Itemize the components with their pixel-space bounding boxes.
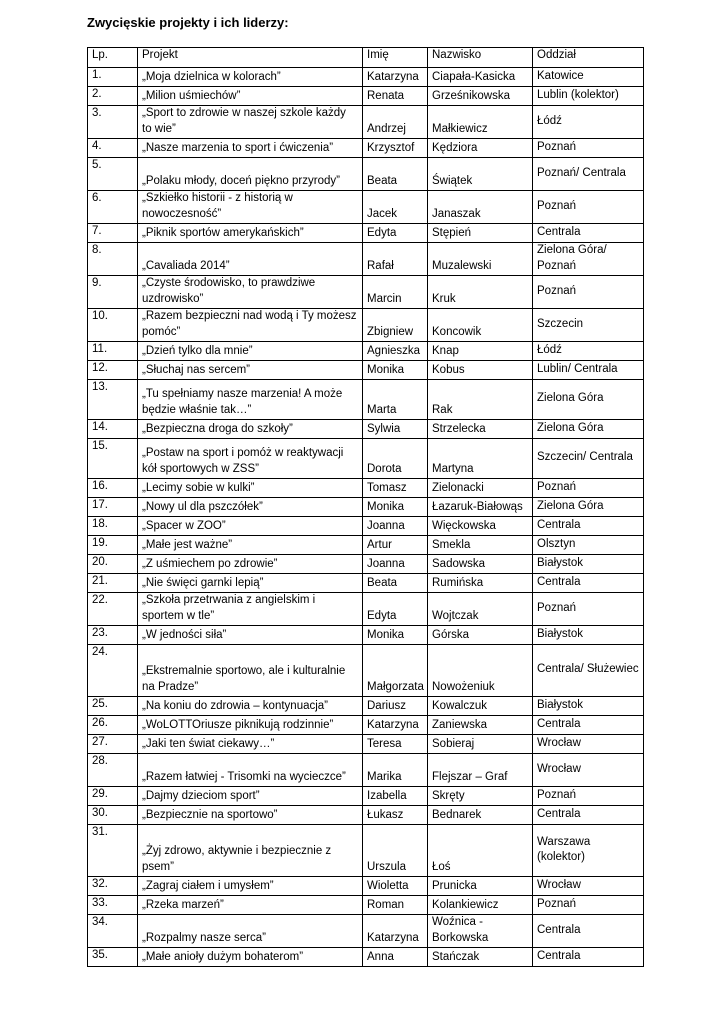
table-row <box>88 825 644 877</box>
cell-lp: 30. <box>88 806 138 825</box>
cell-lp: 24. <box>88 645 138 697</box>
cell-first-name: Tomasz <box>363 479 428 498</box>
cell-branch: Szczecin <box>533 309 644 342</box>
cell-project: „Moja dzielnica w kolorach” <box>138 68 363 87</box>
cell-last-name: Stańczak <box>428 948 533 967</box>
table-row <box>88 877 644 896</box>
cell-branch: Poznań <box>533 787 644 806</box>
cell-lp: 26. <box>88 716 138 735</box>
cell-first-name: Andrzej <box>363 106 428 139</box>
cell-project: „Bezpiecznie na sportowo” <box>138 806 363 825</box>
cell-lp: 32. <box>88 877 138 896</box>
cell-project: „Słuchaj nas sercem” <box>138 361 363 380</box>
cell-lp: 15. <box>88 439 138 479</box>
cell-project: „Lecimy sobie w kulki” <box>138 479 363 498</box>
cell-last-name: Woźnica - Borkowska <box>428 915 533 948</box>
cell-first-name: Dariusz <box>363 697 428 716</box>
cell-branch: Zielona Góra <box>533 420 644 439</box>
cell-branch: Białystok <box>533 697 644 716</box>
cell-project: „Jaki ten świat ciekawy…” <box>138 735 363 754</box>
cell-project: „Żyj zdrowo, aktywnie i bezpiecznie z psem” <box>138 825 363 877</box>
cell-project: „Małe anioły dużym bohaterom” <box>138 948 363 967</box>
cell-lp: 13. <box>88 380 138 420</box>
cell-branch: Szczecin/ Centrala <box>533 439 644 479</box>
cell-branch: Poznań <box>533 896 644 915</box>
cell-project: „WoLOTTOriusze piknikują rodzinnie” <box>138 716 363 735</box>
header-branch: Oddział <box>533 48 644 68</box>
table-row <box>88 787 644 806</box>
header-first-name: Imię <box>363 48 428 68</box>
cell-first-name: Marcin <box>363 276 428 309</box>
cell-first-name: Katarzyna <box>363 68 428 87</box>
cell-first-name: Marika <box>363 754 428 787</box>
cell-first-name: Beata <box>363 574 428 593</box>
cell-project: „Nasze marzenia to sport i ćwiczenia” <box>138 139 363 158</box>
cell-project: „Polaku młody, doceń piękno przyrody” <box>138 158 363 191</box>
cell-first-name: Krzysztof <box>363 139 428 158</box>
cell-branch: Łódź <box>533 106 644 139</box>
cell-branch: Centrala <box>533 224 644 243</box>
cell-last-name: Sadowska <box>428 555 533 574</box>
cell-lp: 27. <box>88 735 138 754</box>
cell-last-name: Prunicka <box>428 877 533 896</box>
cell-branch: Zielona Góra <box>533 380 644 420</box>
cell-lp: 9. <box>88 276 138 309</box>
cell-project: „Razem łatwiej - Trisomki na wycieczce” <box>138 754 363 787</box>
cell-last-name: Świątek <box>428 158 533 191</box>
cell-lp: 20. <box>88 555 138 574</box>
cell-project: „Milion uśmiechów” <box>138 87 363 106</box>
cell-first-name: Teresa <box>363 735 428 754</box>
table-row <box>88 716 644 735</box>
cell-first-name: Monika <box>363 361 428 380</box>
cell-last-name: Sobieraj <box>428 735 533 754</box>
cell-last-name: Kolankiewicz <box>428 896 533 915</box>
table-row <box>88 243 644 276</box>
cell-branch: Białystok <box>533 626 644 645</box>
cell-branch: Poznań <box>533 276 644 309</box>
cell-project: „Tu spełniamy nasze marzenia! A może będzie właśnie tak…” <box>138 380 363 420</box>
table-body <box>88 48 644 967</box>
cell-branch: Warszawa (kolektor) <box>533 825 644 877</box>
cell-last-name: Rak <box>428 380 533 420</box>
cell-project: „Bezpieczna droga do szkoły” <box>138 420 363 439</box>
cell-lp: 1. <box>88 68 138 87</box>
cell-project: „Szkiełko historii - z historią w nowoczesność” <box>138 191 363 224</box>
cell-first-name: Urszula <box>363 825 428 877</box>
cell-lp: 8. <box>88 243 138 276</box>
cell-last-name: Nowożeniuk <box>428 645 533 697</box>
table-row <box>88 479 644 498</box>
cell-first-name: Renata <box>363 87 428 106</box>
cell-first-name: Joanna <box>363 555 428 574</box>
cell-lp: 23. <box>88 626 138 645</box>
cell-last-name: Łazaruk-Białowąs <box>428 498 533 517</box>
cell-lp: 7. <box>88 224 138 243</box>
table-header-row <box>88 48 644 68</box>
cell-last-name: Kowalczuk <box>428 697 533 716</box>
cell-branch: Olsztyn <box>533 536 644 555</box>
cell-lp: 35. <box>88 948 138 967</box>
table-row <box>88 896 644 915</box>
table-row <box>88 555 644 574</box>
cell-project: „Zagraj ciałem i umysłem” <box>138 877 363 896</box>
table-row <box>88 735 644 754</box>
cell-branch: Centrala/ Służewiec <box>533 645 644 697</box>
table-row <box>88 697 644 716</box>
cell-project: „Z uśmiechem po zdrowie” <box>138 555 363 574</box>
cell-last-name: Kobus <box>428 361 533 380</box>
cell-last-name: Janaszak <box>428 191 533 224</box>
cell-lp: 21. <box>88 574 138 593</box>
cell-branch: Centrala <box>533 915 644 948</box>
cell-last-name: Zaniewska <box>428 716 533 735</box>
table-row <box>88 536 644 555</box>
cell-project: „Nowy ul dla pszczółek” <box>138 498 363 517</box>
cell-lp: 34. <box>88 915 138 948</box>
cell-last-name: Górska <box>428 626 533 645</box>
cell-first-name: Wioletta <box>363 877 428 896</box>
cell-lp: 25. <box>88 697 138 716</box>
cell-last-name: Martyna <box>428 439 533 479</box>
cell-lp: 3. <box>88 106 138 139</box>
cell-first-name: Dorota <box>363 439 428 479</box>
table-row <box>88 498 644 517</box>
cell-last-name: Strzelecka <box>428 420 533 439</box>
table-row <box>88 420 644 439</box>
cell-last-name: Wojtczak <box>428 593 533 626</box>
cell-branch: Poznań <box>533 593 644 626</box>
cell-branch: Zielona Góra/ Poznań <box>533 243 644 276</box>
cell-lp: 28. <box>88 754 138 787</box>
table-row <box>88 948 644 967</box>
cell-project: „Dzień tylko dla mnie” <box>138 342 363 361</box>
cell-first-name: Joanna <box>363 517 428 536</box>
cell-branch: Centrala <box>533 716 644 735</box>
cell-last-name: Skręty <box>428 787 533 806</box>
cell-lp: 14. <box>88 420 138 439</box>
cell-project: „Czyste środowisko, to prawdziwe uzdrowisko” <box>138 276 363 309</box>
cell-first-name: Monika <box>363 626 428 645</box>
table-row <box>88 224 644 243</box>
cell-last-name: Rumińska <box>428 574 533 593</box>
cell-lp: 12. <box>88 361 138 380</box>
table-row <box>88 342 644 361</box>
cell-last-name: Małkiewicz <box>428 106 533 139</box>
cell-branch: Poznań <box>533 139 644 158</box>
cell-lp: 33. <box>88 896 138 915</box>
cell-lp: 31. <box>88 825 138 877</box>
table-row <box>88 517 644 536</box>
cell-lp: 29. <box>88 787 138 806</box>
cell-project: „Spacer w ZOO” <box>138 517 363 536</box>
cell-project: „Dajmy dzieciom sport” <box>138 787 363 806</box>
cell-project: „Nie święci garnki lepią” <box>138 574 363 593</box>
cell-lp: 6. <box>88 191 138 224</box>
cell-project: „Małe jest ważne” <box>138 536 363 555</box>
table-row <box>88 309 644 342</box>
cell-branch: Centrala <box>533 806 644 825</box>
table-row <box>88 139 644 158</box>
cell-last-name: Kruk <box>428 276 533 309</box>
table-row <box>88 158 644 191</box>
cell-lp: 2. <box>88 87 138 106</box>
cell-project: „Cavaliada 2014” <box>138 243 363 276</box>
cell-last-name: Flejszar – Graf <box>428 754 533 787</box>
cell-last-name: Muzalewski <box>428 243 533 276</box>
table-row <box>88 626 644 645</box>
table-row <box>88 68 644 87</box>
table-row <box>88 191 644 224</box>
cell-first-name: Marta <box>363 380 428 420</box>
winners-table <box>87 47 644 967</box>
cell-last-name: Koncowik <box>428 309 533 342</box>
cell-lp: 17. <box>88 498 138 517</box>
cell-last-name: Łoś <box>428 825 533 877</box>
header-lp: Lp. <box>88 48 138 68</box>
cell-branch: Poznań/ Centrala <box>533 158 644 191</box>
table-row <box>88 106 644 139</box>
cell-lp: 10. <box>88 309 138 342</box>
cell-project: „Razem bezpieczni nad wodą i Ty możesz pomóc” <box>138 309 363 342</box>
cell-first-name: Małgorzata <box>363 645 428 697</box>
cell-first-name: Rafał <box>363 243 428 276</box>
table-row <box>88 276 644 309</box>
header-project: Projekt <box>138 48 363 68</box>
cell-lp: 19. <box>88 536 138 555</box>
table-row <box>88 380 644 420</box>
table-row <box>88 593 644 626</box>
cell-last-name: Smekla <box>428 536 533 555</box>
cell-branch: Centrala <box>533 574 644 593</box>
header-last-name: Nazwisko <box>428 48 533 68</box>
table-row <box>88 574 644 593</box>
cell-project: „Piknik sportów amerykańskich” <box>138 224 363 243</box>
table-row <box>88 754 644 787</box>
cell-lp: 5. <box>88 158 138 191</box>
cell-last-name: Kędziora <box>428 139 533 158</box>
cell-first-name: Agnieszka <box>363 342 428 361</box>
cell-first-name: Zbigniew <box>363 309 428 342</box>
cell-last-name: Knap <box>428 342 533 361</box>
cell-branch: Lublin (kolektor) <box>533 87 644 106</box>
cell-project: „Szkoła przetrwania z angielskim i sportem w tle” <box>138 593 363 626</box>
cell-branch: Białystok <box>533 555 644 574</box>
cell-branch: Lublin/ Centrala <box>533 361 644 380</box>
cell-first-name: Roman <box>363 896 428 915</box>
cell-project: „Rzeka marzeń” <box>138 896 363 915</box>
cell-lp: 22. <box>88 593 138 626</box>
cell-first-name: Beata <box>363 158 428 191</box>
cell-last-name: Stępień <box>428 224 533 243</box>
cell-first-name: Artur <box>363 536 428 555</box>
cell-first-name: Monika <box>363 498 428 517</box>
cell-first-name: Edyta <box>363 593 428 626</box>
cell-branch: Centrala <box>533 517 644 536</box>
cell-first-name: Sylwia <box>363 420 428 439</box>
cell-project: „Postaw na sport i pomóż w reaktywacji kół sportowych w ZSS” <box>138 439 363 479</box>
cell-first-name: Katarzyna <box>363 915 428 948</box>
cell-project: „W jedności siła” <box>138 626 363 645</box>
cell-branch: Wrocław <box>533 877 644 896</box>
cell-branch: Poznań <box>533 479 644 498</box>
cell-last-name: Ciapała-Kasicka <box>428 68 533 87</box>
table-row <box>88 87 644 106</box>
cell-lp: 18. <box>88 517 138 536</box>
cell-branch: Wrocław <box>533 754 644 787</box>
cell-last-name: Zielonacki <box>428 479 533 498</box>
table-row <box>88 361 644 380</box>
cell-first-name: Katarzyna <box>363 716 428 735</box>
cell-branch: Zielona Góra <box>533 498 644 517</box>
cell-lp: 4. <box>88 139 138 158</box>
page-title: Zwycięskie projekty i ich liderzy: <box>87 15 289 30</box>
cell-first-name: Anna <box>363 948 428 967</box>
cell-branch: Wrocław <box>533 735 644 754</box>
table-row <box>88 806 644 825</box>
cell-first-name: Łukasz <box>363 806 428 825</box>
table-row <box>88 645 644 697</box>
cell-project: „Na koniu do zdrowia – kontynuacja” <box>138 697 363 716</box>
cell-first-name: Edyta <box>363 224 428 243</box>
cell-project: „Ekstremalnie sportowo, ale i kulturalnie na Pradze” <box>138 645 363 697</box>
cell-branch: Centrala <box>533 948 644 967</box>
table-row <box>88 439 644 479</box>
cell-last-name: Więckowska <box>428 517 533 536</box>
cell-lp: 11. <box>88 342 138 361</box>
cell-last-name: Grześnikowska <box>428 87 533 106</box>
cell-branch: Katowice <box>533 68 644 87</box>
cell-project: „Rozpalmy nasze serca” <box>138 915 363 948</box>
cell-branch: Poznań <box>533 191 644 224</box>
cell-branch: Łódź <box>533 342 644 361</box>
table-row <box>88 915 644 948</box>
cell-project: „Sport to zdrowie w naszej szkole każdy to wie” <box>138 106 363 139</box>
cell-lp: 16. <box>88 479 138 498</box>
cell-first-name: Izabella <box>363 787 428 806</box>
cell-first-name: Jacek <box>363 191 428 224</box>
cell-last-name: Bednarek <box>428 806 533 825</box>
